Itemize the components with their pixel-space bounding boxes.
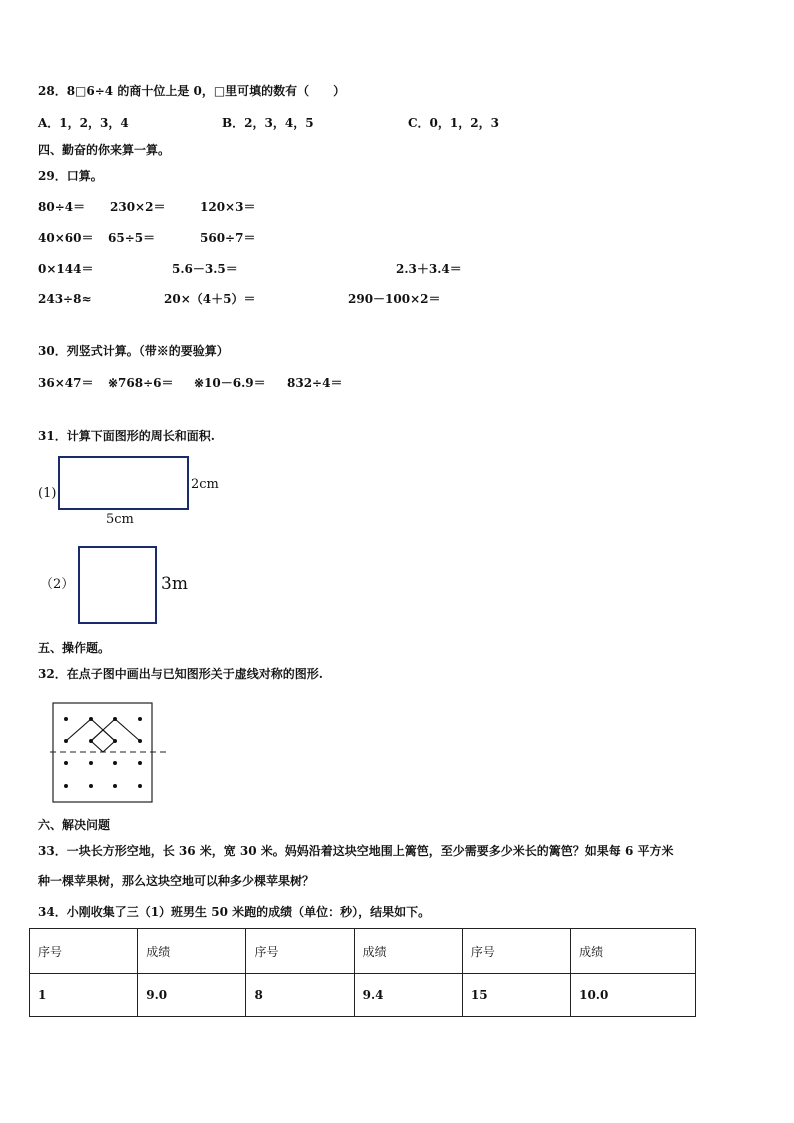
q30-item: ※10－6.9＝	[194, 376, 266, 390]
section-5-heading: 五、操作题。	[38, 641, 111, 655]
table-header-cell: 序号	[462, 929, 570, 974]
table-cell: 1	[30, 974, 138, 1017]
q29-item: 230×2＝	[110, 200, 166, 214]
rectangle-width-label: 5cm	[106, 512, 134, 527]
table-cell: 9.4	[354, 974, 462, 1017]
square-side-label: 3m	[161, 574, 188, 594]
q29-item: 20×（4＋5）＝	[164, 292, 256, 306]
q29-item: 5.6－3.5＝	[172, 262, 238, 276]
table-cell: 15	[462, 974, 570, 1017]
q29-item: 290－100×2＝	[348, 292, 441, 306]
table-cell: 8	[246, 974, 354, 1017]
q29-title: 29．口算。	[38, 169, 103, 183]
q30-item: 832÷4＝	[287, 376, 343, 390]
q28-option-c: C．0，1，2，3	[408, 116, 499, 130]
q30-item: 36×47＝	[38, 376, 94, 390]
q30-title: 30．列竖式计算。（带※的要验算）	[38, 344, 229, 358]
square-figure	[78, 546, 157, 624]
q31-fig1-label: (1)	[38, 486, 57, 501]
q31-fig2-label: （2）	[40, 577, 75, 592]
rectangle-figure	[58, 456, 189, 510]
q33-line-1: 33．一块长方形空地，长 36 米，宽 30 米。妈妈沿着这块空地围上篱笆，至少需要多少米长的篱笆？如果每 6 平方米	[38, 844, 674, 858]
q28-option-b: B．2，3，4，5	[222, 116, 314, 130]
q32-title: 32．在点子图中画出与已知图形关于虚线对称的图形.	[38, 667, 323, 681]
section-4-heading: 四、勤奋的你来算一算。	[38, 143, 171, 157]
q33-line-2: 种一棵苹果树，那么这块空地可以种多少棵苹果树？	[38, 874, 315, 888]
table-header-cell: 成绩	[138, 929, 246, 974]
q29-item: 65÷5＝	[108, 231, 156, 245]
q30-item: ※768÷6＝	[108, 376, 174, 390]
q29-item: 120×3＝	[200, 200, 256, 214]
section-6-heading: 六、解决问题	[38, 818, 111, 832]
q29-item: 40×60＝	[38, 231, 94, 245]
table-cell: 9.0	[138, 974, 246, 1017]
given-shape	[66, 719, 140, 752]
q29-item: 0×144＝	[38, 262, 94, 276]
q28-text: 28．8□6÷4 的商十位上是 0，□里可填的数有（ ）	[38, 84, 346, 98]
table-header-cell: 序号	[246, 929, 354, 974]
q34-title: 34．小刚收集了三（1）班男生 50 米跑的成绩（单位：秒），结果如下。	[38, 905, 431, 919]
dot-grid-figure	[50, 702, 170, 804]
table-header-cell: 成绩	[354, 929, 462, 974]
table-cell: 10.0	[571, 974, 696, 1017]
q29-item: 243÷8≈	[38, 292, 92, 306]
q28-option-a: A．1，2，3，4	[38, 116, 129, 130]
q29-item: 560÷7＝	[200, 231, 256, 245]
results-table	[29, 928, 696, 1017]
table-row	[30, 974, 696, 1017]
table-header-cell: 成绩	[571, 929, 696, 974]
table-header-row	[30, 929, 696, 974]
rectangle-height-label: 2cm	[191, 477, 219, 492]
table-header-cell: 序号	[30, 929, 138, 974]
q31-title: 31．计算下面图形的周长和面积.	[38, 429, 215, 443]
q29-item: 80÷4＝	[38, 200, 86, 214]
q29-item: 2.3＋3.4＝	[396, 262, 462, 276]
